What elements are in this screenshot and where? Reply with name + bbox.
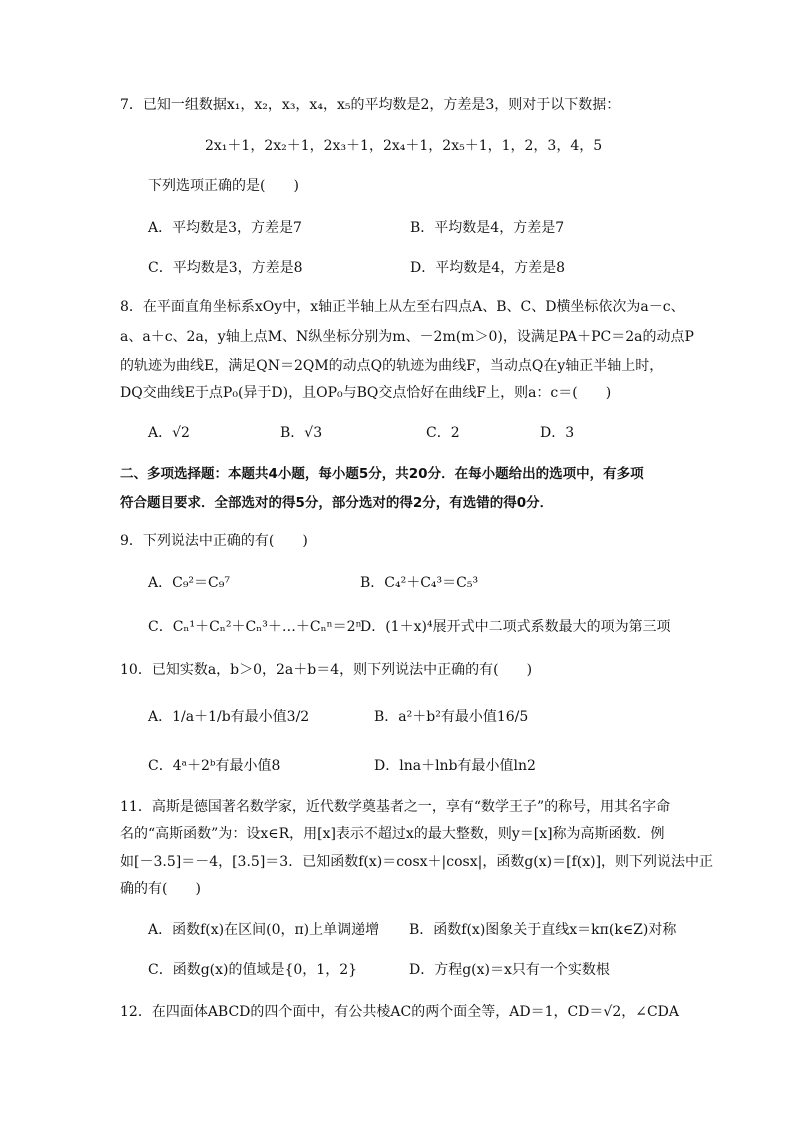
q10-option-a: A．1/a＋1/b有最小值3/2 — [148, 709, 310, 725]
q7-stem: 7．已知一组数据x₁，x₂，x₃，x₄，x₅的平均数是2，方差是3，则对于以下数据： — [120, 97, 621, 113]
section2-heading-line-2: 符合题目要求．全部选对的得5分，部分选对的得2分，有选错的得0分． — [120, 495, 554, 511]
q11-line-4: 确的有( ) — [120, 881, 201, 897]
q9-option-b: B．C₄²＋C₄³＝C₅³ — [360, 575, 479, 591]
q8-line-2: a、a＋c、2a，y轴上点M、N纵坐标分别为m、－2m(m＞0)，设满足PA＋PC＝2a的动点P — [120, 329, 694, 345]
q10-option-c: C．4ᵃ＋2ᵇ有最小值8 — [148, 758, 281, 774]
q9-option-c: C．Cₙ¹＋Cₙ²＋Cₙ³＋…＋Cₙⁿ＝2ⁿ — [148, 619, 362, 635]
q7-question: 下列选项正确的是( ) — [148, 178, 299, 194]
q9-stem: 9．下列说法中正确的有( ) — [120, 533, 308, 549]
q11-option-a: A．函数f(x)在区间(0，π)上单调递增 — [148, 922, 380, 938]
q8-line-3: 的轨迹为曲线E，满足QN＝2QM的动点Q的轨迹为曲线F，当动点Q在y轴正半轴上时， — [120, 358, 664, 374]
q10-option-d: D．lna＋lnb有最小值ln2 — [374, 758, 536, 774]
q11-line-3: 如[－3.5]＝－4，[3.5]＝3．已知函数f(x)＝cosx＋|cosx|，函数g(x)＝[f(x)]，则下列说法中正 — [120, 854, 714, 870]
q12-stem: 12．在四面体ABCD的四个面中，有公共棱AC的两个面全等，AD＝1，CD＝√2，∠CDA — [120, 1004, 680, 1020]
q8-option-b: B．√3 — [280, 425, 323, 441]
q11-option-d: D．方程g(x)＝x只有一个实数根 — [409, 962, 610, 978]
q7-option-b: B．平均数是4，方差是7 — [410, 220, 565, 236]
q8-line-4: DQ交曲线E于点P₀(异于D)，且OP₀与BQ交点恰好在曲线F上，则a：c＝( ) — [120, 385, 612, 401]
q10-option-b: B．a²＋b²有最小值16/5 — [374, 709, 529, 725]
q8-option-c: C．2 — [426, 425, 460, 441]
q7-option-a: A．平均数是3，方差是7 — [148, 220, 302, 236]
q11-option-b: B．函数f(x)图象关于直线x＝kπ(k∈Z)对称 — [409, 922, 677, 938]
q9-option-d: D．(1＋x)⁴展开式中二项式系数最大的项为第三项 — [360, 619, 671, 635]
q8-option-a: A．√2 — [148, 425, 190, 441]
q7-option-d: D．平均数是4，方差是8 — [410, 260, 566, 276]
q9-option-a: A．C₉²＝C₉⁷ — [148, 575, 230, 591]
q10-stem: 10．已知实数a，b＞0，2a＋b＝4，则下列说法中正确的有( ) — [120, 662, 533, 678]
q7-option-c: C．平均数是3，方差是8 — [148, 260, 303, 276]
section2-heading-line-1: 二、多项选择题：本题共4小题，每小题5分，共20分．在每小题给出的选项中，有多项 — [120, 466, 644, 482]
q8-line-1: 8．在平面直角坐标系xOy中，x轴正半轴上从左至右四点A、B、C、D横坐标依次为a－c、 — [120, 299, 685, 315]
q7-data-line: 2x₁＋1，2x₂＋1，2x₃＋1，2x₄＋1，2x₅＋1，1，2，3，4，5 — [205, 138, 603, 154]
q11-option-c: C．函数g(x)的值域是{0，1，2} — [148, 962, 358, 978]
q8-option-d: D．3 — [540, 425, 575, 441]
q11-line-1: 11．高斯是德国著名数学家，近代数学奠基者之一，享有“数学王子”的称号，用其名字命 — [120, 799, 671, 815]
q11-line-2: 名的“高斯函数”为：设x∈R，用[x]表示不超过x的最大整数，则y＝[x]称为高斯函数．例 — [120, 826, 665, 842]
